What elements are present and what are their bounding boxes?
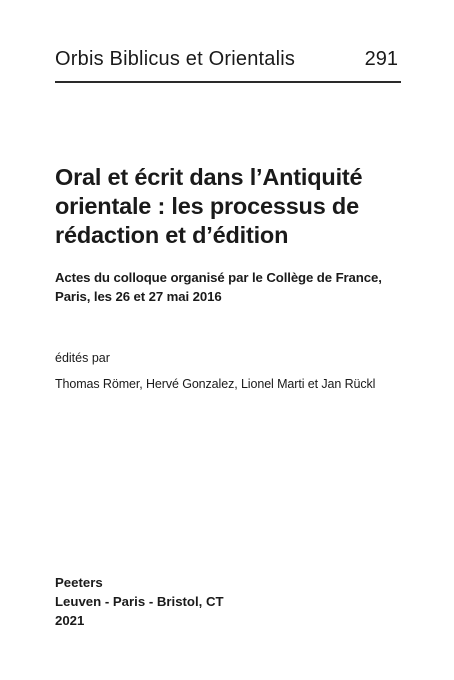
series-header [55,46,400,76]
title-line: Oral et écrit dans l’Antiquité [55,164,363,190]
publication-year: 2021 [55,613,85,628]
series-name: Orbis Biblicus et Orientalis [55,48,296,70]
book-subtitle [55,268,415,306]
publisher-places: Leuven - Paris - Bristol, CT [55,594,224,609]
header-divider [55,81,401,83]
publisher-imprint [55,573,224,630]
subtitle-line: Paris, les 26 et 27 mai 2016 [55,289,222,304]
editors-names: Thomas Römer, Hervé Gonzalez, Lionel Marti et Jan Rückl [55,377,376,391]
series-number: 291 [364,48,398,70]
editors-label: édités par [55,351,110,365]
book-title [55,163,415,250]
title-line: orientale : les processus de [55,193,359,219]
title-line: rédaction et d’édition [55,222,289,248]
subtitle-line: Actes du colloque organisé par le Collège de France, [55,270,382,285]
publisher-name: Peeters [55,575,103,590]
